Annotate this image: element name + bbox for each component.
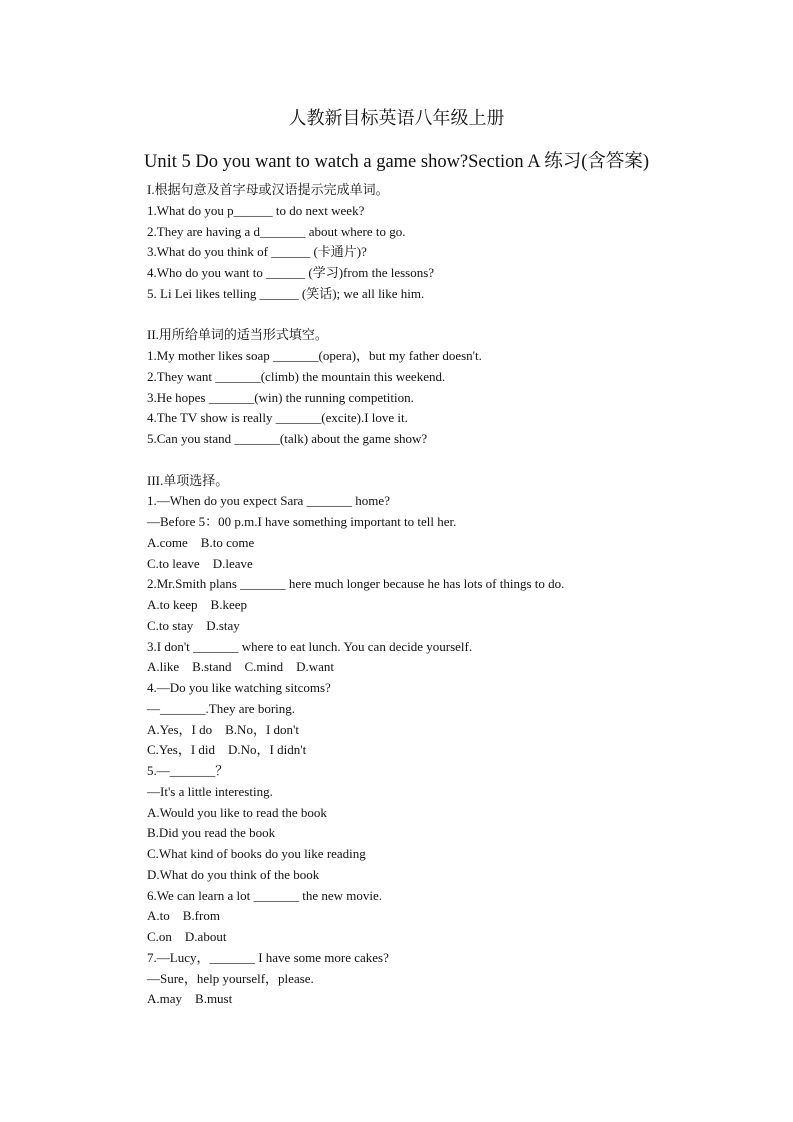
question-line: 2.Mr.Smith plans _______ here much longer because he has lots of things to do.	[147, 576, 565, 592]
spacer	[147, 450, 767, 471]
option-line: C.to stay D.stay	[147, 617, 240, 633]
question-line: 5.Can you stand _______(talk) about the game show?	[147, 431, 428, 446]
question-line: 5. Li Lei likes telling ______ (笑话); we all like him.	[147, 285, 425, 301]
question-line: 1.—When do you expect Sara _______ home?	[147, 493, 390, 509]
option-line: B.Did you read the book	[147, 825, 276, 841]
question-line: 3.What do you think of ______ (卡通片)?	[147, 244, 367, 260]
spacer	[147, 305, 767, 326]
option-line: A.come B.to come	[147, 534, 255, 550]
question-line: 7.—Lucy，_______ I have some more cakes?	[147, 949, 389, 965]
page-title: 人教新目标英语八年级上册	[288, 108, 505, 128]
option-line: C.What kind of books do you like reading	[147, 846, 366, 861]
option-line: A.like B.stand C.mind D.want	[147, 659, 335, 675]
page-subtitle: Unit 5 Do you want to watch a game show?Section A 练习(含答案)	[143, 152, 650, 172]
question-line: 4.—Do you like watching sitcoms?	[147, 680, 331, 695]
question-line: 4.The TV show is really _______(excite).I love it.	[147, 410, 408, 426]
option-line: C.to leave D.leave	[147, 555, 253, 571]
question-line: 5.—_______？	[147, 763, 229, 778]
question-line: —_______.They are boring.	[147, 700, 296, 716]
question-line: 6.We can learn a lot _______ the new movie.	[147, 887, 383, 903]
question-line: 3.I don't _______ where to eat lunch. You can decide yourself.	[147, 638, 473, 654]
option-line: A.may B.must	[147, 991, 233, 1007]
option-line: A.Would you like to read the book	[147, 804, 327, 820]
option-line: C.Yes，I did D.No，I didn't	[147, 742, 307, 758]
question-line: 2.They want _______(climb) the mountain this weekend.	[147, 368, 446, 384]
option-line: C.on D.about	[147, 929, 227, 944]
section-heading: III.单项选择。	[147, 472, 229, 488]
question-line: 1.What do you p______ to do next week?	[147, 202, 365, 218]
question-line: —Sure，help yourself，please.	[147, 970, 314, 986]
question-line: 4.Who do you want to ______ (学习)from the lessons?	[147, 265, 435, 280]
option-line: A.Yes，I do B.No，I don't	[147, 721, 299, 737]
option-line: D.What do you think of the book	[147, 866, 320, 882]
question-line: 1.My mother likes soap _______(opera)，but my father doesn't.	[147, 348, 482, 363]
option-line: A.to B.from	[147, 908, 220, 924]
question-line: —Before 5：00 p.m.I have something important to tell her.	[147, 514, 457, 529]
question-line: 3.He hopes _______(win) the running competition.	[147, 389, 414, 405]
option-line: A.to keep B.keep	[147, 597, 248, 612]
section-heading: I.根据句意及首字母或汉语提示完成单词。	[147, 182, 389, 197]
question-line: 2.They are having a d_______ about where to go.	[147, 223, 406, 239]
section-heading: II.用所给单词的适当形式填空。	[147, 327, 328, 343]
question-line: —It's a little interesting.	[147, 783, 273, 799]
worksheet-body	[147, 180, 767, 1010]
